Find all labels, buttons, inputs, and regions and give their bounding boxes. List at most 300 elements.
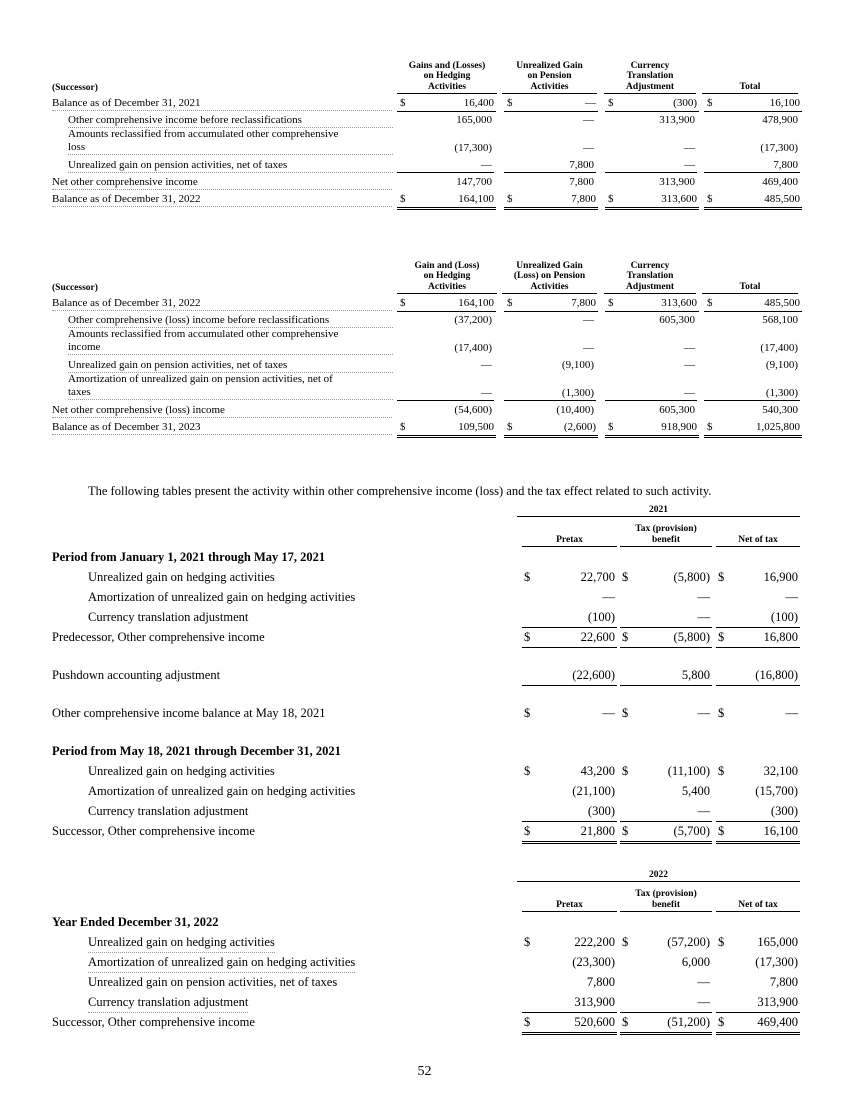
value-cell: — <box>605 159 697 173</box>
row-label: Currency translation adjustment <box>88 992 248 1013</box>
col-total <box>702 282 798 295</box>
tax-effect-table-2021 <box>52 505 800 841</box>
value-cell: — <box>697 975 710 989</box>
cell-wrap <box>605 193 699 210</box>
table-row <box>52 952 800 972</box>
spacer <box>52 647 800 665</box>
table-row <box>52 741 800 761</box>
dollar-sign: $ <box>707 193 713 205</box>
cell-wrap <box>522 665 617 686</box>
value-cell: (100) <box>587 610 615 624</box>
col-currency-l3: Adjustment <box>625 81 675 92</box>
row-label: Predecessor, Other comprehensive income <box>52 630 265 644</box>
dollar-sign: $ <box>608 193 614 205</box>
value-cell: 605,300 <box>659 404 695 416</box>
cell-wrap <box>716 952 800 972</box>
value-cell: (15,700) <box>755 784 798 798</box>
row-label: Amortization of unrealized gain on hedging activities <box>88 952 355 973</box>
cell-wrap <box>397 421 496 438</box>
value-cell: 605,300 <box>659 314 695 326</box>
value-cell: (17,300) <box>454 142 492 154</box>
dollar-sign: $ <box>718 706 725 720</box>
col-total <box>702 82 798 95</box>
row-label: Pushdown accounting adjustment <box>52 668 221 682</box>
value-cell: 5,400 <box>681 784 710 798</box>
cell-wrap <box>522 627 617 648</box>
table-row <box>52 328 800 356</box>
section-label: (Successor) <box>52 282 98 293</box>
cell-wrap <box>716 801 800 822</box>
value-cell: (54,600) <box>454 404 492 416</box>
col-pension <box>502 61 597 95</box>
cell-wrap <box>716 992 800 1013</box>
col-net: Net of tax <box>716 535 800 548</box>
row-label: Balance as of December 31, 2023 <box>52 421 392 435</box>
dollar-sign: $ <box>608 421 614 433</box>
dollar-sign: $ <box>524 824 531 838</box>
value-cell: 313,900 <box>659 176 695 188</box>
cell-wrap <box>504 193 598 210</box>
dollar-sign: $ <box>507 421 513 433</box>
value-cell: 222,200 <box>574 935 615 949</box>
col-pension-l3: Activities <box>530 281 569 292</box>
value-cell: 313,900 <box>659 114 695 126</box>
cell-wrap <box>620 801 712 822</box>
value-cell: 16,900 <box>763 570 798 584</box>
cell-wrap <box>620 761 712 781</box>
col-currency-l2: Translation <box>626 71 674 81</box>
section-label: (Successor) <box>52 82 98 93</box>
value-cell: — <box>697 610 710 624</box>
col-tax-l1: Tax (provision) <box>635 524 697 534</box>
dollar-sign: $ <box>707 97 713 109</box>
value-cell: 1,025,800 <box>756 421 800 433</box>
value-cell: — <box>684 342 695 354</box>
value-cell: — <box>697 706 710 720</box>
row-label: Unrealized gain on hedging activities <box>88 932 275 953</box>
table-row <box>52 547 800 567</box>
col-hedging-l2: on Hedging <box>423 71 471 81</box>
table-row <box>52 94 800 111</box>
cell-wrap <box>522 761 617 781</box>
value-cell: 918,900 <box>661 421 697 433</box>
table-header <box>52 870 800 912</box>
value-cell: 22,700 <box>580 570 615 584</box>
table-row <box>52 627 800 647</box>
value-cell: — <box>583 342 594 354</box>
col-pension-l1: Unrealized Gain <box>516 260 583 271</box>
col-pension-l2: on Pension <box>527 71 572 81</box>
table-row <box>52 992 800 1012</box>
row-label: Unrealized gain on pension activities, net of taxes <box>68 159 393 173</box>
cell-wrap <box>504 421 598 438</box>
value-cell: 540,300 <box>762 404 798 416</box>
row-label: Amounts reclassified from accumulated other comprehensive <box>68 128 339 140</box>
col-currency-l2: Translation <box>626 271 674 281</box>
value-cell: 313,600 <box>661 297 697 309</box>
cell-wrap <box>504 297 598 312</box>
table-row <box>52 587 800 607</box>
table-row <box>52 356 800 373</box>
spacer <box>52 685 800 703</box>
cell-wrap <box>522 1012 617 1035</box>
dollar-sign: $ <box>524 1015 531 1029</box>
value-cell: (1,300) <box>704 387 800 401</box>
dollar-sign: $ <box>718 764 725 778</box>
table-row <box>52 781 800 801</box>
col-hedging <box>397 261 497 295</box>
value-cell: (51,200) <box>667 1015 710 1029</box>
value-cell: (5,800) <box>673 630 710 644</box>
dollar-sign: $ <box>524 630 531 644</box>
row-label: Balance as of December 31, 2022 <box>52 297 392 311</box>
cell-wrap <box>716 1012 800 1035</box>
value-cell: (17,400) <box>760 342 798 354</box>
cell-wrap <box>620 972 712 992</box>
value-cell: 109,500 <box>458 421 494 433</box>
cell-wrap <box>716 627 800 648</box>
cell-wrap <box>716 972 800 992</box>
value-cell: 164,100 <box>458 193 494 205</box>
cell-wrap <box>716 761 800 781</box>
cell-wrap <box>620 781 712 801</box>
value-cell: 147,700 <box>456 176 492 188</box>
cell-wrap <box>704 193 802 210</box>
cell-wrap <box>620 821 712 844</box>
value-cell: (300) <box>673 97 697 109</box>
row-label: Amortization of unrealized gain on hedging activities <box>88 784 356 798</box>
cell-wrap <box>397 297 496 312</box>
value-cell: 7,800 <box>704 159 800 173</box>
value-cell: 5,800 <box>681 668 710 682</box>
value-cell: 313,900 <box>574 995 615 1009</box>
value-cell: (57,200) <box>667 935 710 949</box>
value-cell: (17,400) <box>454 342 492 354</box>
value-cell: (37,200) <box>454 314 492 326</box>
cell-wrap <box>605 297 699 312</box>
period-heading: Year Ended December 31, 2022 <box>52 915 219 929</box>
table-row <box>52 801 800 821</box>
value-cell: 7,800 <box>571 297 596 309</box>
tax-effect-table-2022 <box>52 870 800 1032</box>
cell-wrap <box>522 821 617 844</box>
col-pretax: Pretax <box>522 900 617 913</box>
dollar-sign: $ <box>707 421 713 433</box>
cell-wrap <box>522 703 617 723</box>
table-row <box>52 567 800 587</box>
value-cell: (9,100) <box>561 359 594 371</box>
row-label: Other comprehensive income balance at May 18, 2021 <box>52 706 326 720</box>
table-row <box>52 111 800 128</box>
value-cell: 469,400 <box>757 1015 798 1029</box>
dollar-sign: $ <box>718 570 725 584</box>
cell-wrap <box>522 567 617 587</box>
dollar-sign: $ <box>524 935 531 949</box>
table-row <box>52 972 800 992</box>
value-cell: 313,600 <box>661 193 697 205</box>
value-cell: (1,300) <box>504 387 596 401</box>
dollar-sign: $ <box>507 297 513 309</box>
intro-paragraph: The following tables present the activity within other comprehensive income (loss) and the tax effect related to such activity. <box>88 484 712 498</box>
dollar-sign: $ <box>400 97 406 109</box>
cell-wrap <box>620 1012 712 1035</box>
page-number: 52 <box>417 1064 432 1079</box>
col-hedging-l3: Activities <box>428 81 466 92</box>
cell-wrap <box>504 97 598 112</box>
table-body <box>52 294 800 435</box>
table-body <box>52 547 800 841</box>
value-cell: (100) <box>770 610 798 624</box>
table-row <box>52 1012 800 1032</box>
dollar-sign: $ <box>507 97 513 109</box>
value-cell: 164,100 <box>458 297 494 309</box>
value-cell: 7,800 <box>504 159 596 173</box>
cell-wrap <box>716 703 800 723</box>
cell-wrap <box>620 992 712 1013</box>
value-cell: (22,600) <box>572 668 615 682</box>
value-cell: (5,700) <box>673 824 710 838</box>
value-cell: 7,800 <box>586 975 615 989</box>
spacer <box>52 723 800 741</box>
row-label: Successor, Other comprehensive income <box>52 824 255 838</box>
dollar-sign: $ <box>622 570 629 584</box>
table-row <box>52 373 800 401</box>
row-label-cont: income <box>68 341 393 355</box>
dollar-sign: $ <box>608 97 614 109</box>
cell-wrap <box>620 587 712 607</box>
value-cell: — <box>397 159 494 173</box>
value-cell: — <box>697 804 710 818</box>
row-label: Amortization of unrealized gain on pension activities, net of <box>68 373 333 385</box>
value-cell: 7,800 <box>571 193 596 205</box>
aoci-table-2022-2023 <box>52 252 800 435</box>
value-cell: 16,400 <box>463 97 494 109</box>
value-cell: (9,100) <box>765 359 798 371</box>
table-row <box>52 173 800 190</box>
cell-wrap <box>397 97 496 112</box>
col-tax-l2: benefit <box>652 899 680 910</box>
value-cell: — <box>481 359 492 371</box>
cell-wrap <box>620 665 712 686</box>
value-cell: (10,400) <box>556 404 594 416</box>
cell-wrap <box>704 421 802 438</box>
col-pension-l3: Activities <box>530 81 569 92</box>
cell-wrap <box>522 801 617 822</box>
value-cell: 16,800 <box>763 630 798 644</box>
value-cell: 16,100 <box>763 824 798 838</box>
col-pension-l1: Unrealized Gain <box>516 60 583 71</box>
row-label: Net other comprehensive income <box>52 176 392 190</box>
row-label-cont: taxes <box>68 386 393 400</box>
dollar-sign: $ <box>524 764 531 778</box>
value-cell: (5,800) <box>673 570 710 584</box>
table-row <box>52 912 800 932</box>
dollar-sign: $ <box>608 297 614 309</box>
value-cell: 22,600 <box>580 630 615 644</box>
value-cell: — <box>684 359 695 371</box>
row-label: Currency translation adjustment <box>88 804 249 818</box>
dollar-sign: $ <box>622 824 629 838</box>
col-pension-l2: (Loss) on Pension <box>513 271 586 281</box>
cell-wrap <box>620 627 712 648</box>
col-hedging-l1: Gain and (Loss) <box>414 260 480 271</box>
row-label: Other comprehensive income before reclassifications <box>68 114 393 128</box>
cell-wrap <box>397 193 496 210</box>
col-hedging <box>397 61 497 95</box>
table-row <box>52 128 800 156</box>
table-header <box>52 52 800 94</box>
value-cell: 478,900 <box>762 114 798 126</box>
dollar-sign: $ <box>622 1015 629 1029</box>
value-cell: (17,300) <box>755 955 798 969</box>
col-hedging-l2: on Hedging <box>423 271 471 281</box>
table-row <box>52 190 800 207</box>
value-cell: — <box>583 314 594 326</box>
table-row <box>52 665 800 685</box>
table-row <box>52 311 800 328</box>
dollar-sign: $ <box>507 193 513 205</box>
cell-wrap <box>716 665 800 686</box>
dollar-sign: $ <box>524 706 531 720</box>
value-cell: 469,400 <box>762 176 798 188</box>
value-cell: — <box>583 142 594 154</box>
value-cell: — <box>583 114 594 126</box>
table-row <box>52 821 800 841</box>
period-heading: Period from January 1, 2021 through May 17, 2021 <box>52 550 326 564</box>
col-hedging-l1: Gains and (Losses) <box>408 60 486 71</box>
row-label: Amounts reclassified from accumulated other comprehensive <box>68 328 339 340</box>
value-cell: — <box>602 590 615 604</box>
cell-wrap <box>620 567 712 587</box>
col-pretax: Pretax <box>522 535 617 548</box>
value-cell: 7,800 <box>769 975 798 989</box>
value-cell: 165,000 <box>456 114 492 126</box>
value-cell: 21,800 <box>580 824 615 838</box>
row-label: Unrealized gain on hedging activities <box>88 570 275 584</box>
row-label: Currency translation adjustment <box>88 610 249 624</box>
value-cell: 485,500 <box>764 297 800 309</box>
cell-wrap <box>704 97 802 112</box>
cell-wrap <box>716 587 800 607</box>
value-cell: 32,100 <box>763 764 798 778</box>
value-cell: 568,100 <box>762 314 798 326</box>
cell-wrap <box>620 703 712 723</box>
value-cell: — <box>602 706 615 720</box>
col-tax <box>620 524 712 547</box>
value-cell: — <box>785 706 798 720</box>
table-row <box>52 932 800 952</box>
row-label: Unrealized gain on pension activities, net of taxes <box>68 359 393 373</box>
table-row <box>52 401 800 418</box>
cell-wrap <box>620 607 712 628</box>
value-cell: — <box>697 995 710 1009</box>
dollar-sign: $ <box>718 935 725 949</box>
value-cell: 520,600 <box>574 1015 615 1029</box>
value-cell: (17,300) <box>760 142 798 154</box>
col-currency-l1: Currency <box>630 60 670 71</box>
cell-wrap <box>716 781 800 801</box>
table-row <box>52 761 800 781</box>
cell-wrap <box>605 421 699 438</box>
dollar-sign: $ <box>718 1015 725 1029</box>
col-tax-l1: Tax (provision) <box>635 889 697 899</box>
col-currency <box>604 61 696 95</box>
col-tax <box>620 889 712 912</box>
value-cell: 6,000 <box>681 955 710 969</box>
dollar-sign: $ <box>718 824 725 838</box>
cell-wrap <box>522 587 617 607</box>
value-cell: (21,100) <box>572 784 615 798</box>
dollar-sign: $ <box>707 297 713 309</box>
table-row <box>52 156 800 173</box>
dollar-sign: $ <box>622 764 629 778</box>
value-cell: (11,100) <box>667 764 710 778</box>
cell-wrap <box>716 607 800 628</box>
col-total-label: Total <box>739 281 761 292</box>
row-label: Balance as of December 31, 2022 <box>52 193 392 207</box>
col-tax-l2: benefit <box>652 534 680 545</box>
cell-wrap <box>522 952 617 972</box>
value-cell: (2,600) <box>563 421 596 433</box>
value-cell: 313,900 <box>757 995 798 1009</box>
cell-wrap <box>620 932 712 952</box>
dollar-sign: $ <box>622 935 629 949</box>
table-row <box>52 607 800 627</box>
row-label: Unrealized gain on hedging activities <box>88 764 275 778</box>
row-label: Unrealized gain on pension activities, net of taxes <box>88 975 338 989</box>
year-label: 2021 <box>517 505 800 517</box>
col-currency-l3: Adjustment <box>625 281 675 292</box>
row-label: Successor, Other comprehensive income <box>52 1015 255 1029</box>
table-row <box>52 418 800 435</box>
row-label: Other comprehensive (loss) income before reclassifications <box>68 314 393 328</box>
cell-wrap <box>522 992 617 1013</box>
dollar-sign: $ <box>400 421 406 433</box>
cell-wrap <box>522 932 617 952</box>
cell-wrap <box>605 97 699 112</box>
dollar-sign: $ <box>400 193 406 205</box>
value-cell: — <box>585 97 596 109</box>
cell-wrap <box>716 932 800 952</box>
row-label: Net other comprehensive (loss) income <box>52 404 392 418</box>
dollar-sign: $ <box>524 570 531 584</box>
cell-wrap <box>716 821 800 844</box>
col-hedging-l3: Activities <box>428 281 466 292</box>
value-cell: — <box>697 590 710 604</box>
table-row <box>52 294 800 311</box>
value-cell: 16,100 <box>769 97 800 109</box>
value-cell: (300) <box>587 804 615 818</box>
col-currency <box>604 261 696 295</box>
value-cell: 7,800 <box>569 176 594 188</box>
cell-wrap <box>522 781 617 801</box>
cell-wrap <box>716 567 800 587</box>
row-label: Amortization of unrealized gain on hedging activities <box>88 590 356 604</box>
year-label: 2022 <box>517 870 800 882</box>
table-header <box>52 252 800 294</box>
row-label: Balance as of December 31, 2021 <box>52 97 392 111</box>
value-cell: (23,300) <box>572 955 615 969</box>
cell-wrap <box>522 607 617 628</box>
table-header <box>52 505 800 547</box>
row-label-cont: loss <box>68 141 393 155</box>
value-cell: 485,500 <box>764 193 800 205</box>
cell-wrap <box>704 297 802 312</box>
table-row <box>52 703 800 723</box>
dollar-sign: $ <box>400 297 406 309</box>
dollar-sign: $ <box>622 630 629 644</box>
value-cell: — <box>785 590 798 604</box>
